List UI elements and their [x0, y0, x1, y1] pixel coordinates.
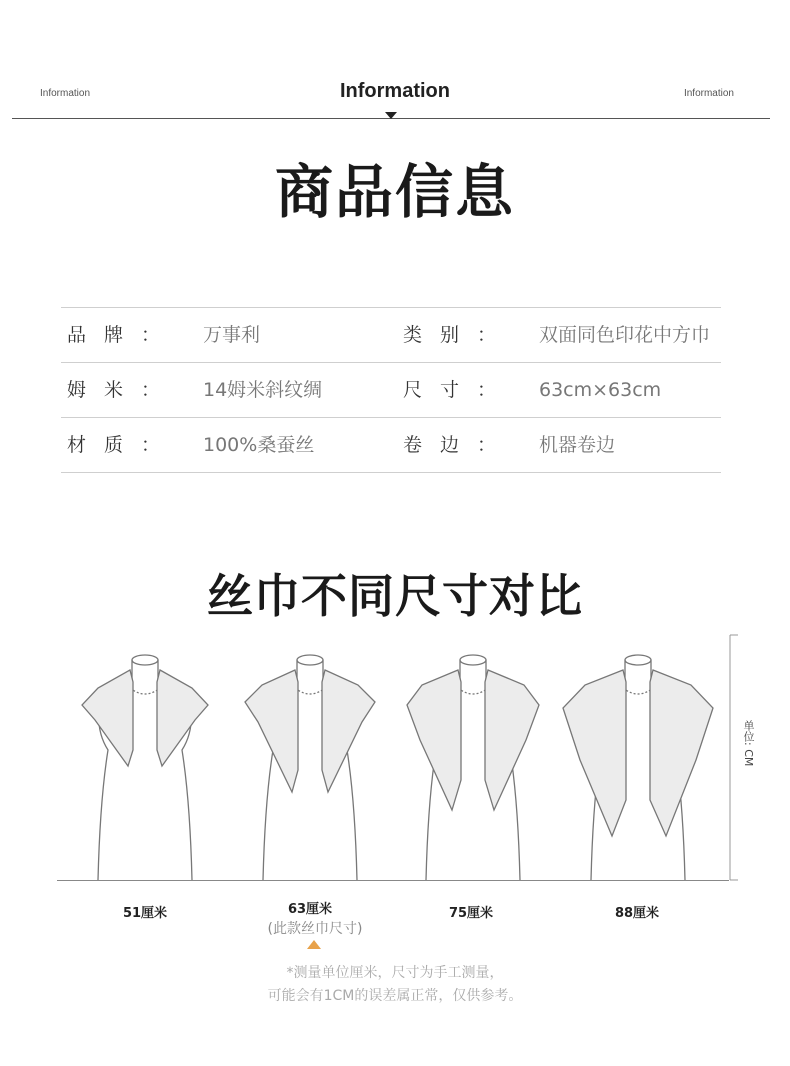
- info-value: 双面同色印花中方巾: [539, 324, 711, 346]
- mannequin-63: [245, 655, 375, 880]
- info-label: 尺寸：: [403, 379, 515, 401]
- info-label: 卷边：: [403, 434, 515, 456]
- info-value: 100%桑蚕丝: [203, 434, 315, 456]
- size-label-88: 88厘米: [614, 906, 660, 921]
- size-label-51: 51厘米: [122, 906, 168, 921]
- size-comparison-title: 丝巾不同尺寸对比: [207, 569, 583, 623]
- info-label: 姆米：: [67, 379, 179, 401]
- floor-line: [57, 880, 729, 881]
- triangle-up-icon: [307, 940, 321, 949]
- caret-down-icon: [385, 112, 397, 119]
- info-value: 机器卷边: [539, 434, 616, 456]
- current-size-note: (此款丝巾尺寸): [267, 921, 363, 937]
- mannequin-88: [563, 655, 713, 880]
- info-value: 63cm×63cm: [539, 379, 662, 401]
- info-value: 万事利: [203, 324, 261, 346]
- info-row: [61, 308, 721, 363]
- unit-label: 单位: CM: [742, 720, 755, 767]
- info-label: 材质：: [67, 434, 179, 456]
- product-info-table: [61, 307, 721, 473]
- header-title: Information: [340, 80, 450, 102]
- info-row: [61, 418, 721, 473]
- mannequin-51: [82, 655, 208, 880]
- info-value: 14姆米斜纹绸: [203, 379, 323, 401]
- info-row: [61, 363, 721, 418]
- product-info-title: 商品信息: [274, 158, 515, 226]
- header-small-right: Information: [683, 88, 734, 99]
- size-label-75: 75厘米: [448, 906, 494, 921]
- footnote-line2: 可能会有1CM的误差属正常，仅供参考。: [267, 988, 523, 1004]
- mannequin-75: [407, 655, 539, 880]
- footnote-line1: *测量单位厘米，尺寸为手工测量，: [286, 965, 504, 981]
- mannequin-illustrations: [0, 630, 790, 890]
- info-label: 类别：: [403, 324, 515, 346]
- size-label-63: 63厘米: [287, 902, 333, 917]
- info-label: 品牌：: [67, 324, 179, 346]
- header-small-left: Information: [40, 88, 91, 99]
